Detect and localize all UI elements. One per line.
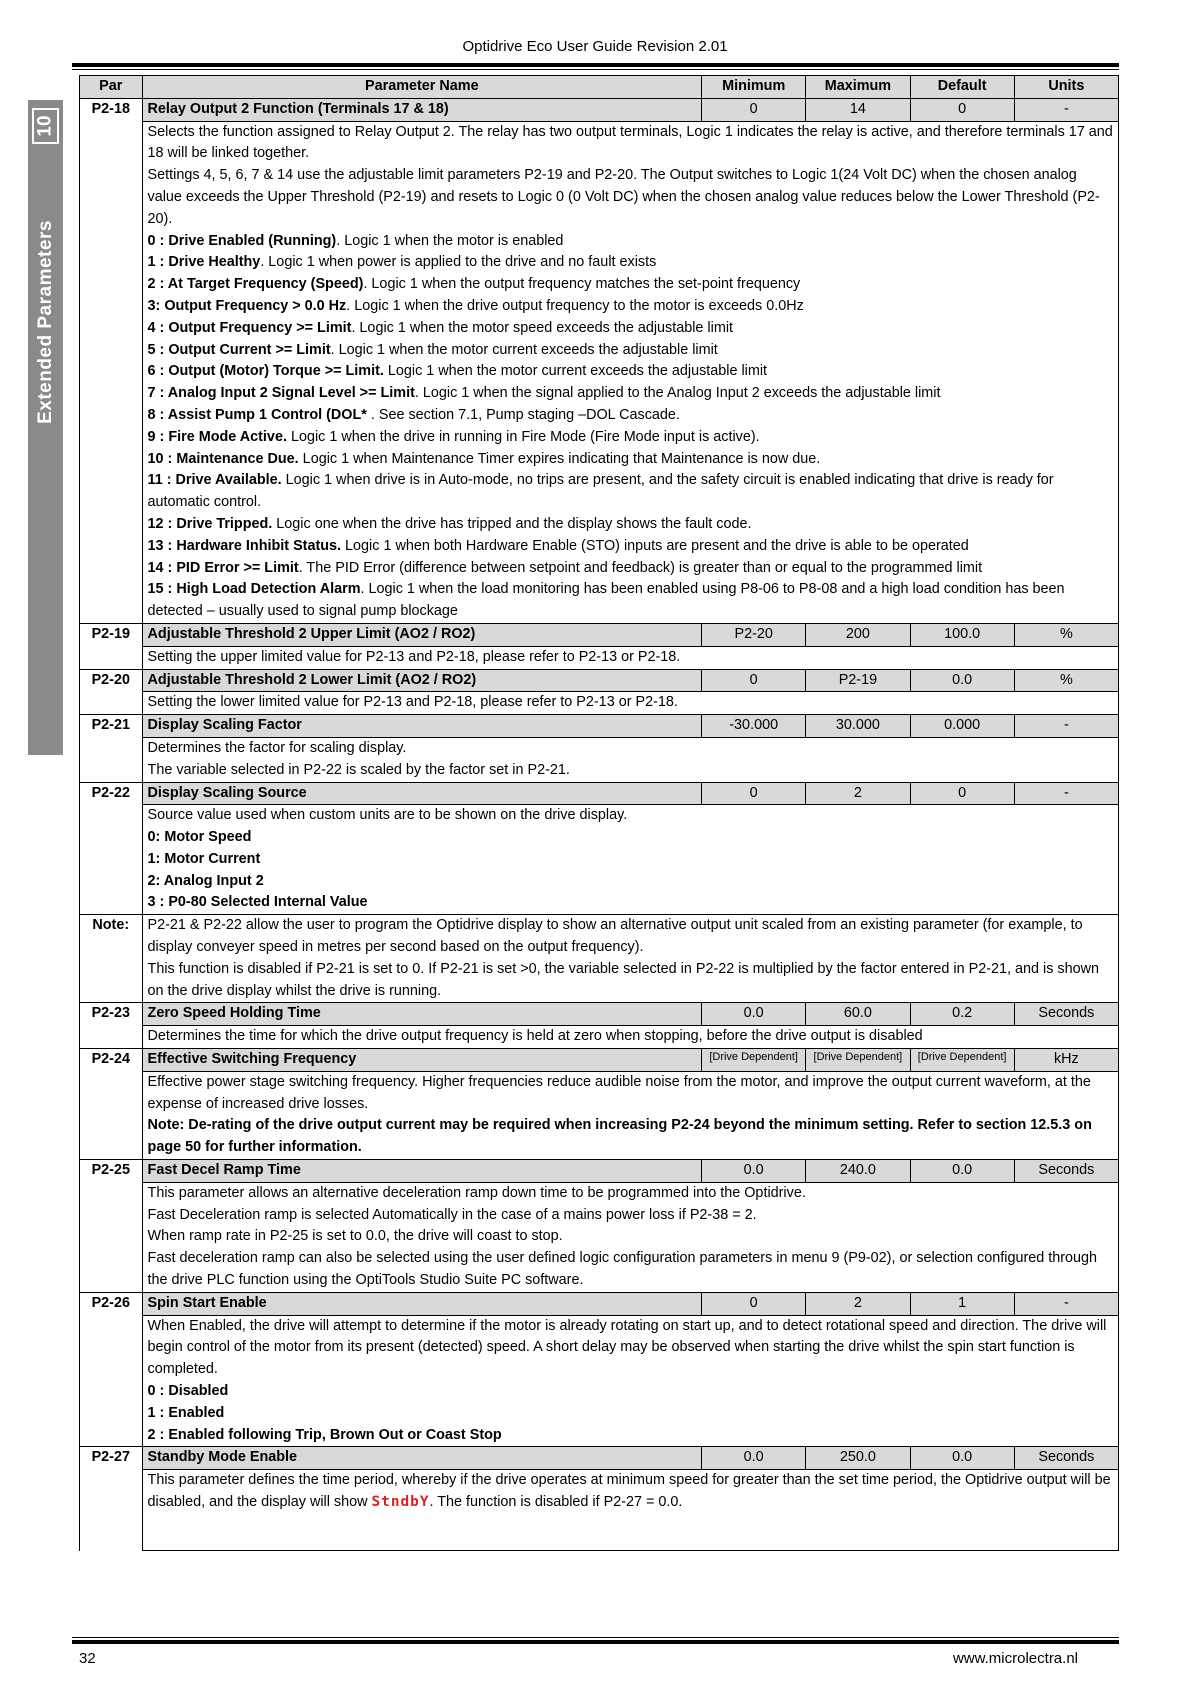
footer-rule (72, 1637, 1119, 1644)
column-header-minimum: Minimum (702, 76, 806, 99)
description-line (148, 1316, 1113, 1381)
setting-option-text: Setting the upper limited value for P2-13 and P2-18, please refer to P2-13 or P2-18. (147, 648, 681, 665)
parameter-description (142, 1071, 1118, 1159)
parameter-description (142, 121, 1118, 623)
setting-option-label: 8 : Assist Pump 1 Control (DOL* (147, 406, 367, 423)
setting-option-label: 12 : Drive Tripped. (147, 515, 273, 532)
description-line (148, 892, 1113, 914)
description-line (148, 514, 1113, 536)
parameter-code: P2-21 (80, 715, 143, 782)
setting-option-text: Logic 1 when drive is in Auto-mode, no trips are present, and the safety circuit is enabled indicating that drive is ready for automatic control. (147, 472, 1054, 511)
setting-option-text: Settings 4, 5, 6, 7 & 14 use the adjustable limit parameters P2-19 and P2-20. The Output switches to Logic 1(24 Volt DC) when the chosen analog value exceeds the Upper Threshold (P2-19) and resets to Logic 0 (0 Volt DC) when the chosen analog value reduces below the Lower Threshold (P2-20). (147, 167, 1100, 227)
description-line (148, 449, 1113, 471)
description-line (148, 1226, 1113, 1248)
parameter-table (79, 75, 1119, 1551)
setting-option-label: 1: Motor Current (147, 850, 261, 867)
parameter-description-row (80, 1470, 1119, 1551)
chapter-number: 10 (32, 108, 59, 144)
column-header-par: Par (80, 76, 143, 99)
page-number: 32 (79, 1650, 96, 1667)
parameter-description (142, 737, 1118, 782)
setting-option-text: Fast Deceleration ramp is selected Automatically in the case of a mains power loss if P2-38 = 2. (147, 1206, 757, 1223)
parameter-row-p2-21 (80, 715, 1119, 738)
parameter-name: Zero Speed Holding Time (142, 1003, 702, 1026)
footer-url: www.microlectra.nl (952, 1650, 1078, 1667)
description-line (148, 165, 1113, 230)
parameter-max: [Drive Dependent] (806, 1049, 910, 1072)
parameter-code: P2-20 (80, 669, 143, 715)
note-row (80, 915, 1119, 1003)
setting-option-text: . Logic 1 when the drive output frequency to the motor is exceeds 0.0Hz (346, 297, 804, 314)
parameter-row-p2-26 (80, 1292, 1119, 1315)
description-line (148, 1425, 1113, 1447)
note-description (142, 915, 1118, 1003)
parameter-units: - (1014, 782, 1118, 805)
setting-option-text: Fast deceleration ramp can also be selected using the user defined logic configuration parameters in menu 9 (P9-02), or selection configured through the drive PLC function using the OptiTools Studio Suite PC software. (147, 1250, 1098, 1289)
description-line (148, 274, 1113, 296)
parameter-description (142, 1026, 1118, 1049)
parameter-description-row (80, 1071, 1119, 1159)
parameter-units: - (1014, 1292, 1118, 1315)
description-line (148, 738, 1113, 760)
parameter-name: Relay Output 2 Function (Terminals 17 & 18) (142, 98, 702, 121)
setting-option-label: 10 : Maintenance Due. (147, 450, 299, 467)
setting-option-text: . Logic 1 when the motor is enabled (336, 232, 564, 249)
setting-option-label: 2 : At Target Frequency (Speed) (147, 276, 364, 293)
parameter-def: [Drive Dependent] (910, 1049, 1014, 1072)
setting-option-label: 9 : Fire Mode Active. (147, 428, 287, 445)
description-line (148, 959, 1113, 1003)
parameter-row-p2-22 (80, 782, 1119, 805)
parameter-min: P2-20 (702, 623, 806, 646)
description-line (148, 760, 1113, 782)
description-line (148, 871, 1113, 893)
column-header-units: Units (1014, 76, 1118, 99)
parameter-name: Adjustable Threshold 2 Lower Limit (AO2 / RO2) (142, 669, 702, 692)
setting-option-label: 11 : Drive Available. (147, 472, 282, 489)
chapter-label: Extended Parameters (34, 220, 56, 424)
parameter-min: 0 (702, 782, 806, 805)
setting-option-text: . The PID Error (difference between setpoint and feedback) is greater than or equal to the programmed limit (298, 559, 983, 576)
parameter-row-p2-25 (80, 1160, 1119, 1183)
description-line (148, 579, 1113, 623)
column-header-name: Parameter Name (142, 76, 702, 99)
description-line (148, 383, 1113, 405)
parameter-code: P2-25 (80, 1160, 143, 1293)
description-line (148, 470, 1113, 514)
chapter-side-tab (28, 100, 63, 755)
header-rule (72, 63, 1119, 70)
parameter-description (142, 805, 1118, 915)
description-line (148, 1183, 1113, 1205)
setting-option-label: 2: Analog Input 2 (147, 872, 264, 889)
parameter-row-p2-24 (80, 1049, 1119, 1072)
description-line (148, 1470, 1113, 1514)
setting-option-label: 1 : Drive Healthy (147, 254, 261, 271)
setting-option-label: 3: Output Frequency > 0.0 Hz (147, 297, 347, 314)
description-line (148, 536, 1113, 558)
setting-option-label: 6 : Output (Motor) Torque >= Limit. (147, 363, 384, 380)
parameter-name: Fast Decel Ramp Time (142, 1160, 702, 1183)
setting-option-text: The variable selected in P2-22 is scaled by the factor set in P2-21. (147, 761, 570, 778)
parameter-def: 0.2 (910, 1003, 1014, 1026)
parameter-units: % (1014, 623, 1118, 646)
description-line (148, 647, 1113, 669)
parameter-units: % (1014, 669, 1118, 692)
parameter-description-row (80, 646, 1119, 669)
description-line (148, 1248, 1113, 1292)
description-line (148, 1403, 1113, 1425)
description-line (148, 122, 1113, 166)
description-line (148, 318, 1113, 340)
setting-option-text: . Logic 1 when power is applied to the drive and no fault exists (260, 254, 657, 271)
parameter-description-row (80, 692, 1119, 715)
table-header-row (80, 76, 1119, 99)
parameter-min: -30.000 (702, 715, 806, 738)
description-line (148, 405, 1113, 427)
description-line (148, 1115, 1113, 1159)
parameter-description-row (80, 805, 1119, 915)
setting-option-text: . See section 7.1, Pump staging –DOL Cascade. (366, 406, 680, 423)
description-line (148, 1381, 1113, 1403)
parameter-row-p2-27 (80, 1447, 1119, 1470)
description-line (148, 1205, 1113, 1227)
parameter-name: Spin Start Enable (142, 1292, 702, 1315)
parameter-description-row (80, 1315, 1119, 1447)
parameter-min: 0 (702, 669, 806, 692)
setting-option-label: 0 : Disabled (147, 1383, 229, 1400)
setting-option-label: 3 : P0-80 Selected Internal Value (147, 894, 368, 911)
parameter-name: Adjustable Threshold 2 Upper Limit (AO2 / RO2) (142, 623, 702, 646)
setting-option-text: Logic 1 when the motor current exceeds the adjustable limit (383, 363, 768, 380)
setting-option-label: 0: Motor Speed (147, 829, 252, 846)
parameter-code: P2-24 (80, 1049, 143, 1160)
setting-option-text: . Logic 1 when the motor current exceeds the adjustable limit (330, 341, 718, 358)
setting-option-label: 7 : Analog Input 2 Signal Level >= Limit (147, 385, 415, 402)
parameter-def: 1 (910, 1292, 1014, 1315)
description-line (148, 1072, 1113, 1116)
description-line (148, 231, 1113, 253)
setting-option-text: When Enabled, the drive will attempt to determine if the motor is already rotating on start up, and to detect rotational speed and direction. The drive will begin control of the motor from its present (detected) speed. A short delay may be observed when starting the drive whilst the spin start function is completed. (147, 1317, 1107, 1378)
parameter-min: 0.0 (702, 1447, 806, 1470)
parameter-row-p2-20 (80, 669, 1119, 692)
parameter-def: 0 (910, 98, 1014, 121)
parameter-description-row (80, 737, 1119, 782)
parameter-units: Seconds (1014, 1160, 1118, 1183)
parameter-def: 0.0 (910, 1447, 1014, 1470)
parameter-max: P2-19 (806, 669, 910, 692)
column-header-maximum: Maximum (806, 76, 910, 99)
setting-option-text: Logic 1 when Maintenance Timer expires indicating that Maintenance is now due. (298, 450, 821, 467)
description-line (148, 340, 1113, 362)
parameter-code: P2-27 (80, 1447, 143, 1551)
setting-option-text: . Logic 1 when the load monitoring has been enabled using P8-06 to P8-08 and a high load condition has been detected – usually used to signal pump blockage (147, 581, 1065, 620)
setting-option-text: P2-21 & P2-22 allow the user to program the Optidrive display to show an alternative output unit scaled from an existing parameter (for example, to display conveyer speed in metres per second based on the output frequency). (147, 917, 1083, 956)
parameter-description-row (80, 1182, 1119, 1292)
parameter-description (142, 692, 1118, 715)
parameter-def: 0.0 (910, 1160, 1014, 1183)
parameter-max: 60.0 (806, 1003, 910, 1026)
parameter-max: 250.0 (806, 1447, 910, 1470)
parameter-row-p2-19 (80, 623, 1119, 646)
parameter-def: 0.000 (910, 715, 1014, 738)
description-line (148, 805, 1113, 827)
description-text: This parameter defines the time period, whereby if the drive operates at minimum speed for greater than the set time period, the Optidrive output will be disabled, and the display will show (147, 1472, 1111, 1510)
description-line (148, 1026, 1113, 1048)
setting-option-label: 13 : Hardware Inhibit Status. (147, 537, 342, 554)
description-line (148, 296, 1113, 318)
parameter-max: 30.000 (806, 715, 910, 738)
parameter-max: 2 (806, 1292, 910, 1315)
setting-option-text: This parameter allows an alternative deceleration ramp down time to be programmed into the Optidrive. (147, 1184, 806, 1201)
setting-option-text: Logic 1 when the drive in running in Fire Mode (Fire Mode input is active). (286, 428, 760, 445)
setting-option-label: 1 : Enabled (147, 1404, 225, 1421)
parameter-min: 0.0 (702, 1003, 806, 1026)
setting-option-text: Determines the time for which the drive output frequency is held at zero when stopping, before the drive output is disabled (147, 1028, 923, 1045)
parameter-row-p2-23 (80, 1003, 1119, 1026)
parameter-max: 200 (806, 623, 910, 646)
setting-option-text: Effective power stage switching frequency. Higher frequencies reduce audible noise from the motor, and improve the output current waveform, at the expense of increased drive losses. (147, 1073, 1091, 1112)
parameter-description (142, 646, 1118, 669)
standby-display-text: StndbY (371, 1494, 430, 1510)
parameter-description (142, 1470, 1118, 1551)
parameter-max: 2 (806, 782, 910, 805)
parameter-def: 0.0 (910, 669, 1014, 692)
parameter-max: 240.0 (806, 1160, 910, 1183)
setting-option-text: Logic 1 when both Hardware Enable (STO) inputs are present and the drive is able to be operated (341, 537, 969, 554)
parameter-min: 0 (702, 1292, 806, 1315)
parameter-code: P2-23 (80, 1003, 143, 1049)
setting-option-text: Setting the lower limited value for P2-13 and P2-18, please refer to P2-13 or P2-18. (147, 694, 678, 711)
setting-option-text: Selects the function assigned to Relay Output 2. The relay has two output terminals, Logic 1 indicates the relay is active, and therefore terminals 17 and 18 will be linked together. (147, 123, 1113, 162)
setting-option-label: 15 : High Load Detection Alarm (147, 581, 361, 598)
parameter-def: 100.0 (910, 623, 1014, 646)
setting-option-text: . Logic 1 when the motor speed exceeds the adjustable limit (351, 319, 734, 336)
parameter-code: P2-26 (80, 1292, 143, 1447)
setting-option-text: This function is disabled if P2-21 is set to 0. If P2-21 is set >0, the variable selected in P2-22 is multiplied by the factor entered in P2-21, and is shown on the drive display whilst the drive is running. (147, 960, 1100, 999)
setting-option-label: 4 : Output Frequency >= Limit (147, 319, 352, 336)
parameter-units: - (1014, 98, 1118, 121)
setting-option-label: 5 : Output Current >= Limit (147, 341, 331, 358)
setting-option-label: 14 : PID Error >= Limit (147, 559, 299, 576)
setting-option-text: Determines the factor for scaling display. (147, 739, 407, 756)
parameter-min: 0 (702, 98, 806, 121)
description-line (148, 915, 1113, 959)
setting-option-label: Note: De-rating of the drive output current may be required when increasing P2-24 beyond the minimum setting. Refer to section 12.5.3 on page 50 for further information. (147, 1117, 1092, 1156)
parameter-name: Standby Mode Enable (142, 1447, 702, 1470)
parameter-units: kHz (1014, 1049, 1118, 1072)
setting-option-label: 2 : Enabled following Trip, Brown Out or Coast Stop (147, 1426, 502, 1443)
setting-option-text: . Logic 1 when the output frequency matches the set-point frequency (363, 276, 801, 293)
setting-option-label: 0 : Drive Enabled (Running) (147, 232, 337, 249)
parameter-name: Display Scaling Factor (142, 715, 702, 738)
parameter-units: Seconds (1014, 1003, 1118, 1026)
setting-option-text: Source value used when custom units are to be shown on the drive display. (147, 807, 628, 824)
parameter-name: Display Scaling Source (142, 782, 702, 805)
description-line (148, 361, 1113, 383)
column-header-default: Default (910, 76, 1014, 99)
description-line (148, 692, 1113, 714)
note-label: Note: (80, 915, 143, 1003)
parameter-def: 0 (910, 782, 1014, 805)
setting-option-text: When ramp rate in P2-25 is set to 0.0, the drive will coast to stop. (147, 1228, 563, 1245)
document-header-title: Optidrive Eco User Guide Revision 2.01 (462, 38, 728, 55)
description-line (148, 427, 1113, 449)
parameter-name: Effective Switching Frequency (142, 1049, 702, 1072)
description-line (148, 252, 1113, 274)
parameter-code: P2-22 (80, 782, 143, 915)
parameter-row-p2-18 (80, 98, 1119, 121)
setting-option-text: . Logic 1 when the signal applied to the Analog Input 2 exceeds the adjustable limit (414, 385, 941, 402)
parameter-min: 0.0 (702, 1160, 806, 1183)
parameter-max: 14 (806, 98, 910, 121)
parameter-description-row (80, 1026, 1119, 1049)
description-text: . The function is disabled if P2-27 = 0.0. (429, 1494, 683, 1510)
setting-option-text: Logic one when the drive has tripped and the display shows the fault code. (272, 515, 752, 532)
description-line (148, 558, 1113, 580)
parameter-description (142, 1182, 1118, 1292)
parameter-min: [Drive Dependent] (702, 1049, 806, 1072)
parameter-units: - (1014, 715, 1118, 738)
parameter-description (142, 1315, 1118, 1447)
parameter-description-row (80, 121, 1119, 623)
parameter-units: Seconds (1014, 1447, 1118, 1470)
parameter-code: P2-18 (80, 98, 143, 623)
description-line (148, 827, 1113, 849)
description-line (148, 849, 1113, 871)
parameter-code: P2-19 (80, 623, 143, 669)
